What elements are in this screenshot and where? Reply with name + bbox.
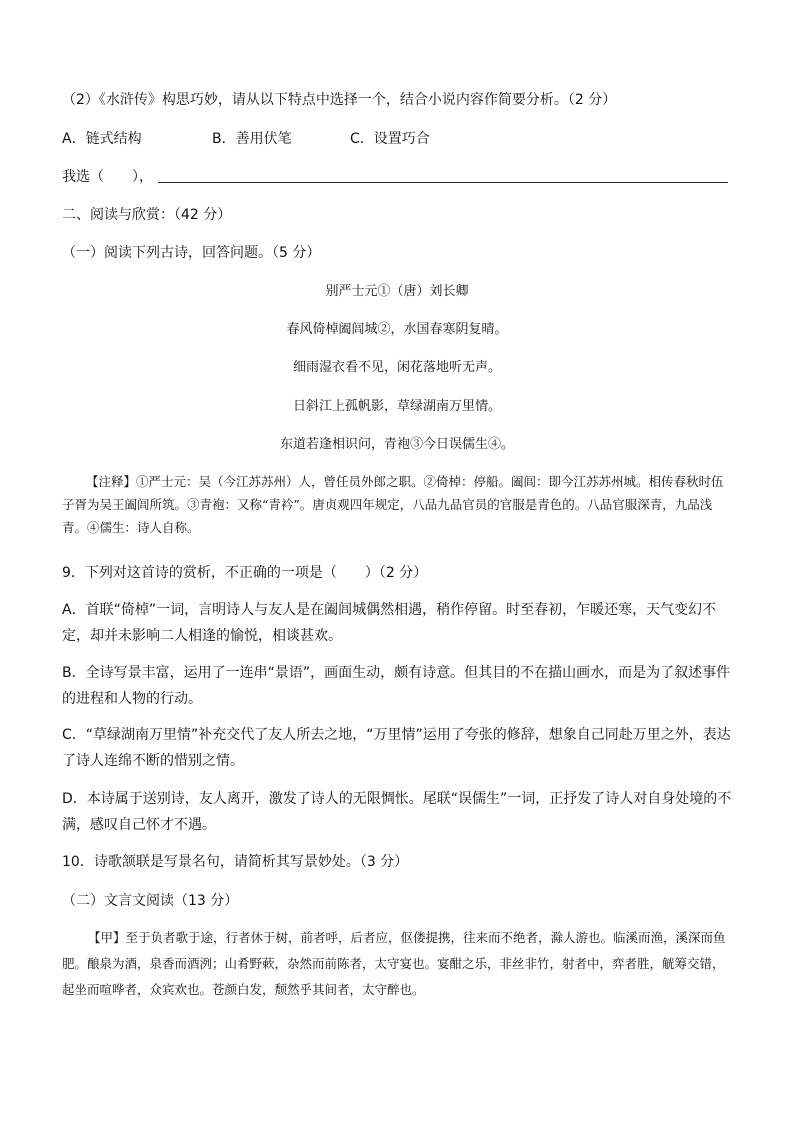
poem-line: 春风倚棹阖闾城②，水国春寒阴复晴。 [286,322,508,337]
q9-option-b: B．全诗写景丰富，运用了一连串“景语”，画面生动，颇有诗意。但其目的不在描山画水，而是为了叙述事件的进程和人物的行动。 [62,665,731,707]
poem-line: 细雨湿衣看不见，闲花落地听无声。 [292,360,501,375]
q8-2-prompt: （2）《水浒传》构思巧妙，请从以下特点中选择一个，结合小说内容作简要分析。（2 分） [62,92,617,108]
answer-line[interactable] [158,182,728,183]
poem-notes: 【注释】①严士元：吴（今江苏苏州）人，曾任员外郎之职。②倚棹：停船。阖闾：即今江苏苏州城。相传春秋时伍子胥为吴王阖闾所筑。③青袍：又称“青衿”。唐贞观四年规定，八品九品官员的官服是青色的。八品官服深青，九品浅青。④儒生：诗人自称。 [62,474,724,535]
poem-line: 东道若逢相识问，青袍③今日误儒生④。 [279,437,514,452]
q9-stem: 9．下列对这首诗的赏析，不正确的一项是（ ）（2 分） [62,565,428,581]
part1-title: （一）阅读下列古诗，回答问题。（5 分） [62,245,321,261]
q10-stem: 10．诗歌颔联是写景名句，请简析其写景妙处。（3 分） [62,854,409,870]
q9-option-a: A．首联“倚棹”一词，言明诗人与友人是在阖闾城偶然相遇，稍作停留。时至春初，乍暖还寒，天气变幻不定，却并未影响二人相逢的愉悦，相谈甚欢。 [62,602,717,644]
q9-option-d: D．本诗属于送别诗，友人离开，激发了诗人的无限惆怅。尾联“误儒生”一词，正抒发了诗人对自身处境的不满，感叹自己怀才不遇。 [62,791,732,833]
q9-option-c: C．“草绿湖南万里情”补充交代了友人所去之地，“万里情”运用了夸张的修辞，想象自己同赴万里之外，表达了诗人连绵不断的惜别之情。 [62,727,731,769]
option-c: C．设置巧合 [350,131,430,147]
part2-title: （二）文言文阅读（13 分） [62,893,239,909]
poem-line: 日斜江上孤帆影，草绿湖南万里情。 [292,399,501,414]
section-title: 二、阅读与欣赏：（42 分） [62,207,232,223]
passage-jia: 【甲】至于负者歌于途，行者休于树，前者呼，后者应，伛偻提携，往来而不绝者，滁人游也。临溪而渔，溪深而鱼肥。酿泉为酒，泉香而酒洌；山肴野蔌，杂然而前陈者，太守宴也。宴酣之乐，非丝非竹，射者中，弈者胜，觥筹交错，起坐而喧哗者，众宾欢也。苍颜白发，颓然乎其间者，太守醉也。 [62,930,726,997]
option-a: A．链式结构 [62,131,142,147]
choice-label: 我选（ ）， [62,169,153,185]
option-b: B．善用伏笔 [212,131,292,147]
poem-title: 别严士元①（唐）刘长卿 [325,284,469,299]
